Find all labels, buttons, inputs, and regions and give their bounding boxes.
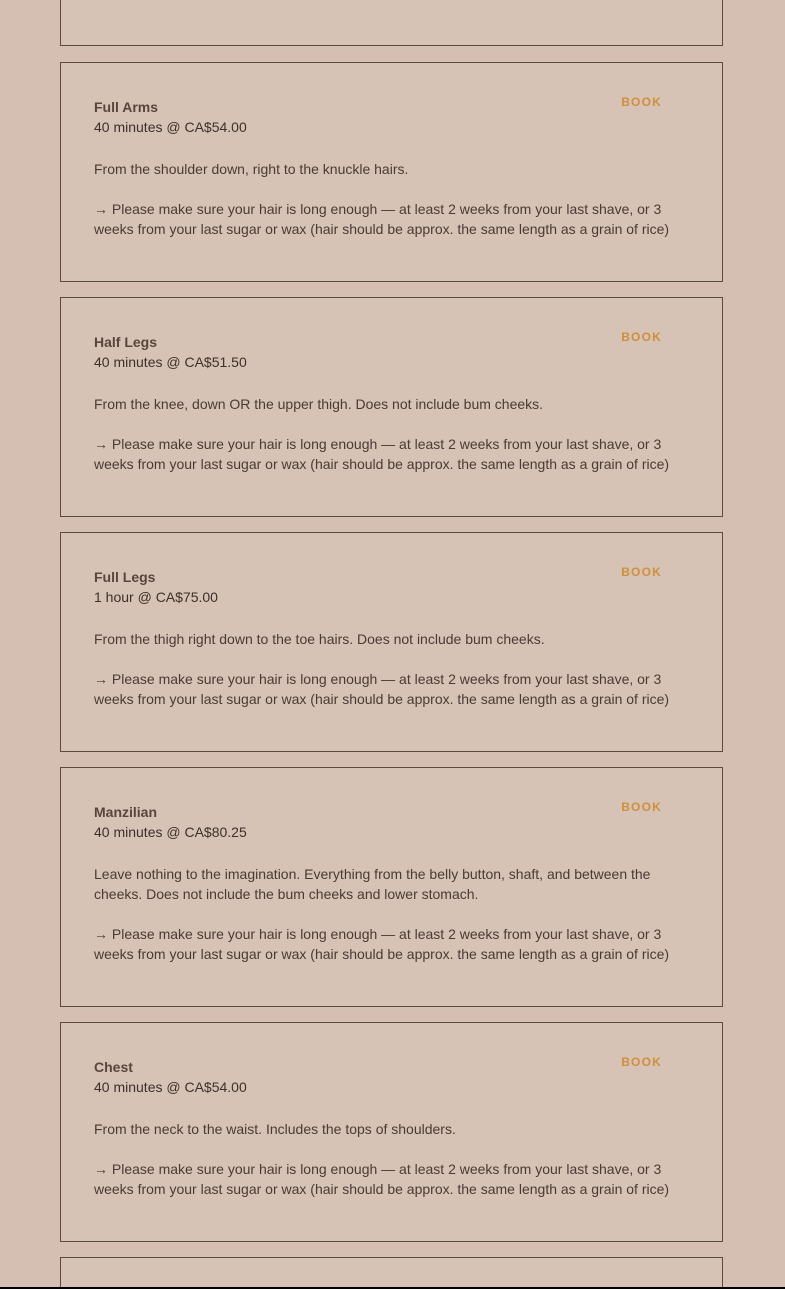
service-description: From the neck to the waist. Includes the tops of shoulders. — [94, 1121, 456, 1137]
service-note: → Please make sure your hair is long enough — at least 2 weeks from your last shave, or 3 weeks from your last sugar or wax (hair should be approx. the same length as a grain of rice) — [94, 1161, 670, 1197]
service-description: Leave nothing to the imagination. Everything from the belly button, shaft, and between the cheeks. Does not include the bum cheeks and lower stomach. — [94, 866, 651, 902]
service-note: → Please make sure your hair is long enough — at least 2 weeks from your last shave, or 3 weeks from your last sugar or wax (hair should be approx. the same length as a grain of rice) — [94, 436, 670, 472]
service-name: Manzilian — [94, 804, 158, 820]
service-card-partial-top — [60, 0, 723, 46]
service-duration-price: 40 minutes @ CA$54.00 — [94, 1079, 247, 1095]
service-name: Full Legs — [94, 569, 156, 585]
service-card-manzilian — [60, 767, 723, 1007]
book-button[interactable]: BOOK — [621, 565, 662, 579]
service-details — [94, 802, 684, 964]
service-details — [94, 97, 684, 239]
book-button[interactable]: BOOK — [621, 330, 662, 344]
book-button[interactable]: BOOK — [621, 1055, 662, 1069]
book-button[interactable]: BOOK — [621, 800, 662, 814]
service-duration-price: 40 minutes @ CA$80.25 — [94, 824, 247, 840]
service-duration-price: 40 minutes @ CA$54.00 — [94, 119, 247, 135]
service-name: Full Arms — [94, 99, 159, 115]
service-note: → Please make sure your hair is long enough — at least 2 weeks from your last shave, or 3 weeks from your last sugar or wax (hair should be approx. the same length as a grain of rice) — [94, 926, 670, 962]
service-card-partial-bottom — [60, 1257, 723, 1287]
service-description: From the thigh right down to the toe hairs. Does not include bum cheeks. — [94, 631, 545, 647]
service-card-half-legs — [60, 297, 723, 517]
service-note: → Please make sure your hair is long enough — at least 2 weeks from your last shave, or 3 weeks from your last sugar or wax (hair should be approx. the same length as a grain of rice) — [94, 201, 670, 237]
service-details — [94, 1057, 684, 1199]
service-card-chest — [60, 1022, 723, 1242]
service-name: Chest — [94, 1059, 133, 1075]
book-button[interactable]: BOOK — [621, 95, 662, 109]
service-note: → Please make sure your hair is long enough — at least 2 weeks from your last shave, or 3 weeks from your last sugar or wax (hair should be approx. the same length as a grain of rice) — [94, 671, 670, 707]
service-description: From the shoulder down, right to the knuckle hairs. — [94, 161, 409, 177]
service-details — [94, 567, 684, 709]
service-card-full-legs — [60, 532, 723, 752]
service-duration-price: 1 hour @ CA$75.00 — [94, 589, 218, 605]
service-name: Half Legs — [94, 334, 158, 350]
service-details — [94, 332, 684, 474]
service-description: From the knee, down OR the upper thigh. Does not include bum cheeks. — [94, 396, 544, 412]
service-duration-price: 40 minutes @ CA$51.50 — [94, 354, 247, 370]
service-card-full-arms — [60, 62, 723, 282]
